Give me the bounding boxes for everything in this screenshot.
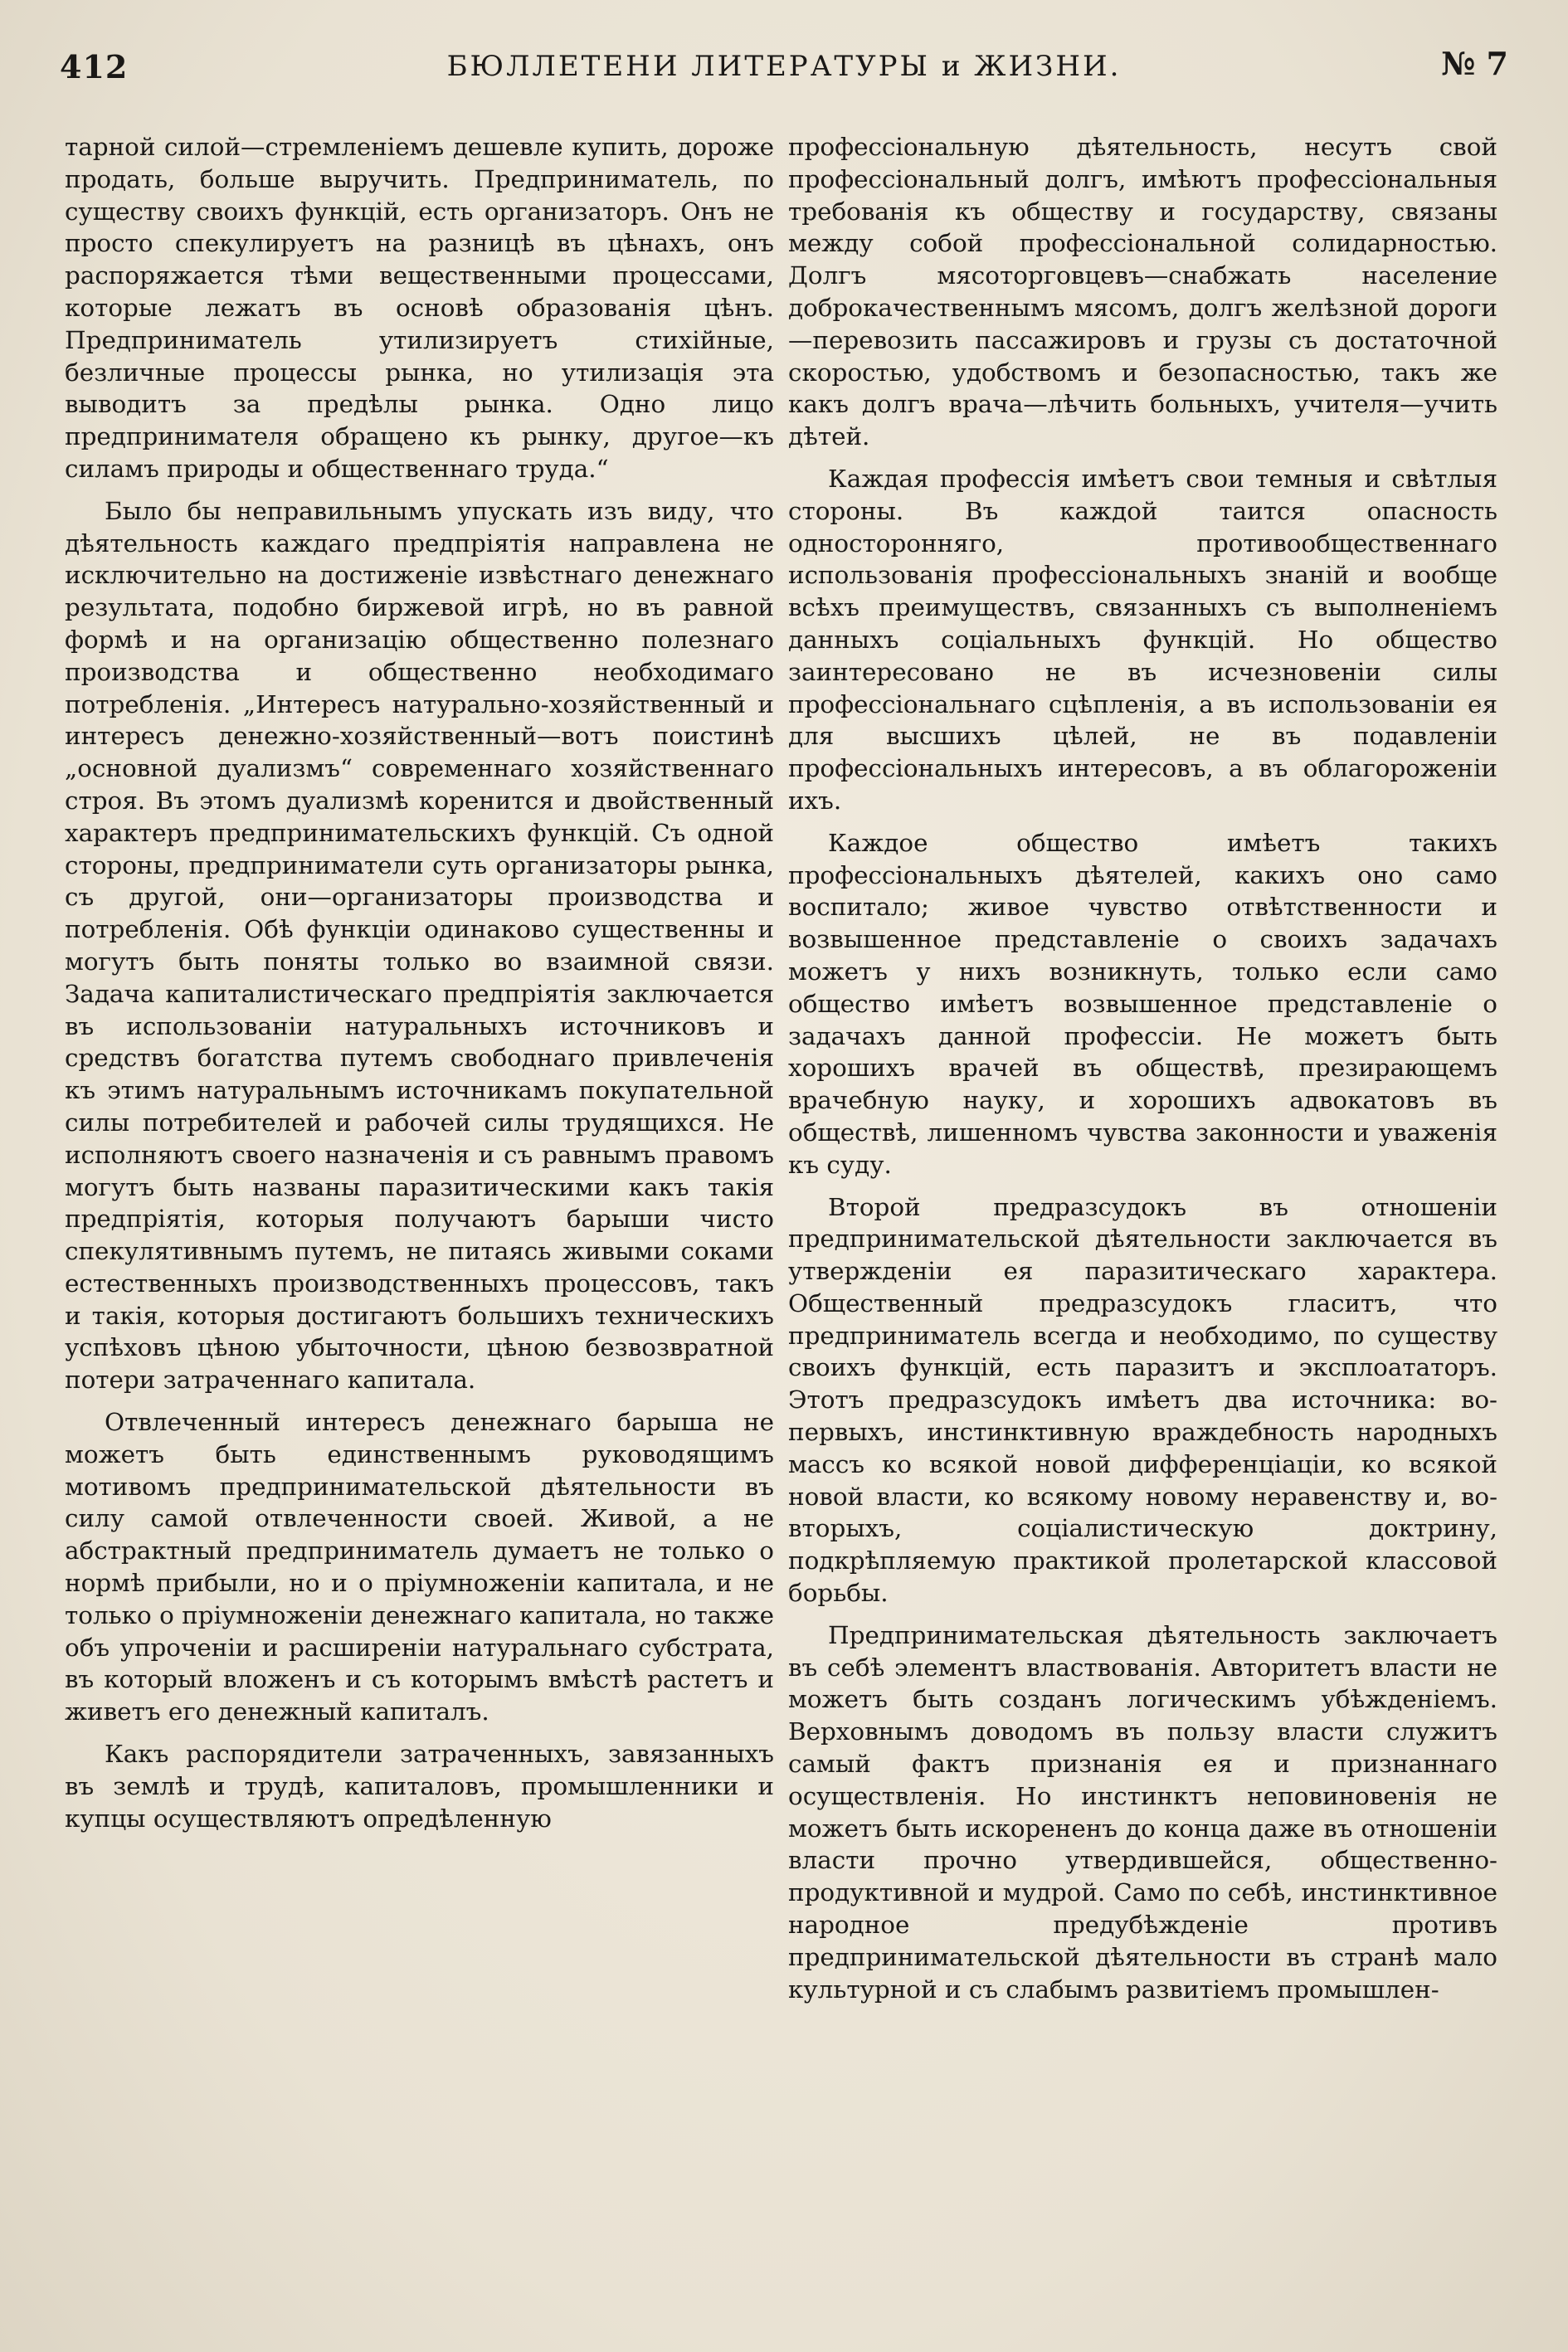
paragraph: Каждое общество имѣетъ такихъ профессіональныхъ дѣятелей, какихъ оно само воспитало; живое чувство отвѣтственности и возвышенное представленіе о своихъ задачахъ можетъ у нихъ возникнуть, только если само общество имѣетъ возвышенное представленіе о задачахъ данной профессіи. Не можетъ быть хорошихъ врачей въ обществѣ, презирающемъ врачебную науку, и хорошихъ адвокатовъ въ обществѣ, лишенномъ чувства законности и уваженія къ суду. — [788, 828, 1497, 1179]
paragraph: Каждая профессія имѣетъ свои темныя и свѣтлыя стороны. Въ каждой таится опасность односторонняго, противообщественнаго использованія профессіональныхъ знаній и вообще всѣхъ преимуществъ, связанныхъ съ выполненіемъ данныхъ соціальныхъ функцій. Но общество заинтересовано не въ исчезновеніи силы профессіональнаго сцѣпленія, а въ использованіи ея для высшихъ цѣлей, не въ подавленіи профессіональныхъ интересовъ, а въ облагороженіи ихъ. — [788, 464, 1497, 815]
left-column — [65, 131, 774, 1844]
page-number: 412 — [60, 48, 129, 85]
running-title: БЮЛЛЕТЕНИ ЛИТЕРАТУРЫ и ЖИЗНИ. — [446, 50, 1122, 83]
running-header — [60, 43, 1508, 93]
issue-number: № 7 — [1441, 45, 1508, 82]
paragraph: Было бы неправильнымъ упускать изъ виду, что дѣятельность каждаго предпріятія направлена не исключительно на достиженіе извѣстнаго денежнаго результата, подобно биржевой игрѣ, но въ равной формѣ и на организацію общественно полезнаго производства и общественно необходимаго потребленія. „Интересъ натурально-хозяйственный и интересъ денежно-хозяйственный—вотъ поистинѣ „основной дуализмъ“ современнаго хозяйственнаго строя. Въ этомъ дуализмѣ коренится и двойственный характеръ предпринимательскихъ функцій. Съ одной стороны, предприниматели суть организаторы рынка, съ другой, они—организаторы производства и потребленія. Обѣ функціи одинаково существенны и могутъ быть поняты только во взаимной связи. Задача капиталистическаго предпріятія заключается въ использованіи натуральныхъ источниковъ и средствъ богатства путемъ свободнаго привлеченія къ этимъ натуральнымъ источникамъ покупательной силы потребителей и рабочей силы трудящихся. Не исполняютъ своего назначенія и съ равнымъ правомъ могутъ быть названы паразитическими какъ такія предпріятія, которыя получаютъ барыши чисто спекулятивнымъ путемъ, не питаясь живыми соками естественныхъ производственныхъ процессовъ, такъ и такія, которыя достигаютъ большихъ техническихъ успѣховъ цѣною убыточности, цѣною безвозвратной потери затраченнаго капитала. — [65, 496, 774, 1395]
paragraph: профессіональную дѣятельность, несутъ свой профессіональный долгъ, имѣютъ профессіональныя требованія къ обществу и государству, связаны между собой профессіональной солидарностью. Долгъ мясоторговцевъ—снабжать население доброкачественнымъ мясомъ, долгъ желѣзной дороги—перевозить пассажировъ и грузы съ достаточной скоростью, удобствомъ и безопасностью, такъ же какъ долгъ врача—лѣчить больныхъ, учителя—учить дѣтей. — [788, 133, 1497, 451]
paragraph: тарной силой—стремленіемъ дешевле купить, дороже продать, больше выручить. Предприниматель, по существу своихъ функцій, есть организаторъ. Онъ не просто спекулируетъ на разницѣ въ цѣнахъ, онъ распоряжается тѣми вещественными процессами, которые лежатъ въ основѣ образованія цѣнъ. Предприниматель утилизируетъ стихійные, безличные процессы рынка, но утилизація эта выводитъ за предѣлы рынка. Одно лицо предпринимателя обращено къ рынку, другое—къ силамъ природы и общественнаго труда.“ — [65, 133, 774, 483]
paragraph: Какъ распорядители затраченныхъ, завязанныхъ въ землѣ и трудѣ, капиталовъ, промышленники и купцы осуществляютъ опредѣленную — [65, 1740, 774, 1833]
paragraph: Второй предразсудокъ въ отношеніи предпринимательской дѣятельности заключается въ утвержденіи ея паразитическаго характера. Общественный предразсудокъ гласитъ, что предприниматель всегда и необходимо, по существу своихъ функцій, есть паразитъ и эксплоататоръ. Этотъ предразсудокъ имѣетъ два источника: во-первыхъ, инстинктивную враждебность народныхъ массъ ко всякой новой дифференціаціи, ко всякой новой власти, ко всякому новому неравенству и, во-вторыхъ, соціалистическую доктрину, подкрѣпляемую практикой пролетарской классовой борьбы. — [788, 1192, 1497, 1608]
right-column — [788, 131, 1497, 2015]
paragraph: Отвлеченный интересъ денежнаго барыша не можетъ быть единственнымъ руководящимъ мотивомъ предпринимательской дѣятельности въ силу самой отвлеченности своей. Живой, а не абстрактный предприниматель думаетъ не только о нормѣ прибыли, но и о пріумноженіи капитала, и не только о пріумноженіи денежнаго капитала, но также объ упроченіи и расширеніи натуральнаго субстрата, въ который вложенъ и съ которымъ вмѣстѣ растетъ и живетъ его денежный капиталъ. — [65, 1408, 774, 1726]
paragraph: Предпринимательская дѣятельность заключаетъ въ себѣ элементъ властвованія. Авторитетъ власти не можетъ быть созданъ логическимъ убѣжденіемъ. Верховнымъ доводомъ въ пользу власти служитъ самый фактъ признанія ея и признаннаго осуществленія. Но инстинктъ неповиновенія не можетъ быть искорененъ до конца даже въ отношеніи власти прочно утвердившейся, общественно-продуктивной и мудрой. Само по себѣ, инстинктивное народное предубѣжденіе противъ предпринимательской дѣятельности въ странѣ мало культурной и съ слабымъ развитіемъ промышлен- — [788, 1620, 1497, 2004]
